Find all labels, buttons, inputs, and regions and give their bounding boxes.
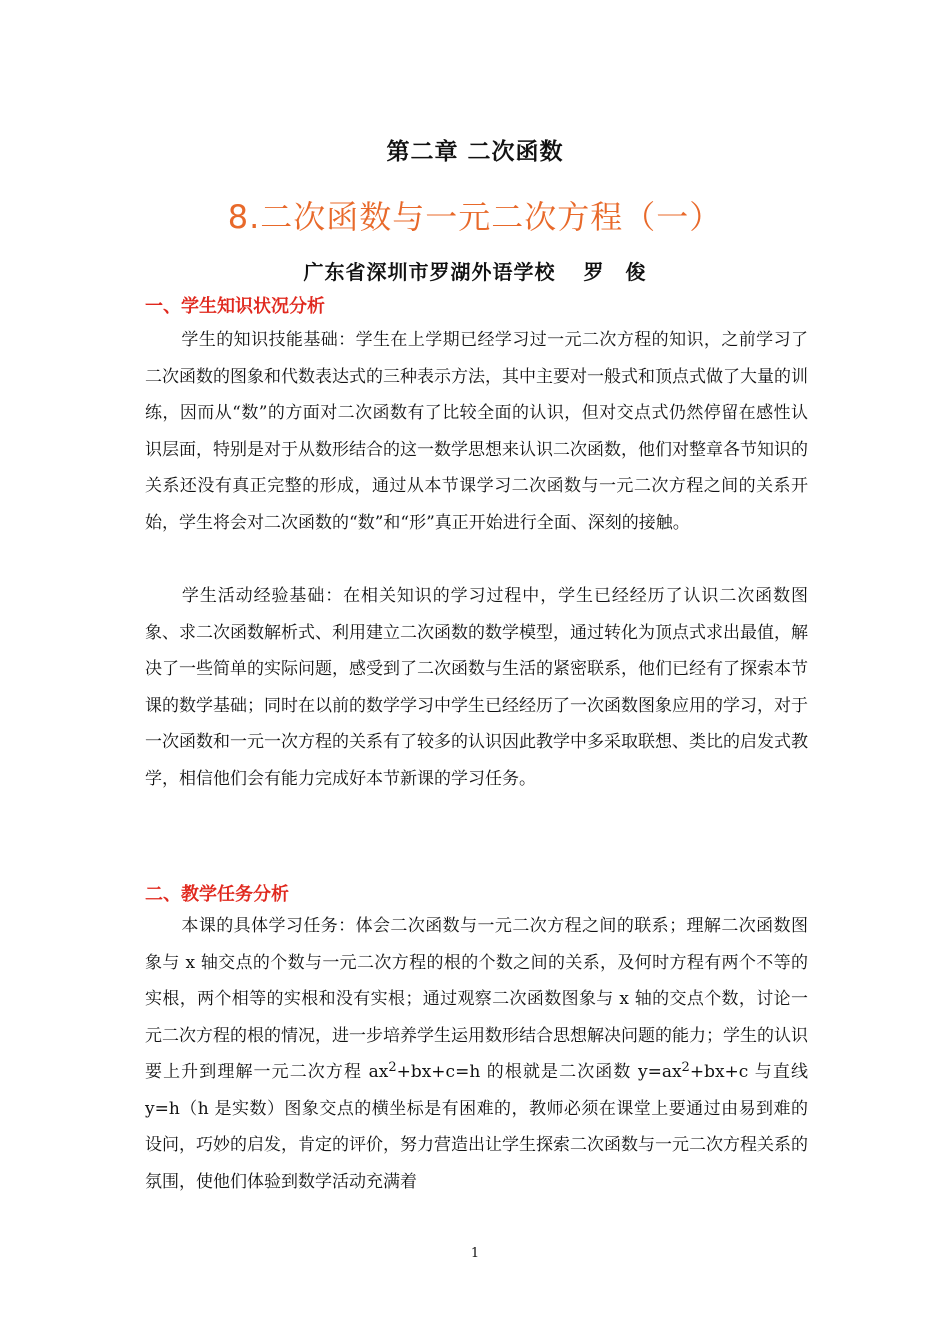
author-school: 广东省深圳市罗湖外语学校 xyxy=(303,260,556,284)
page-number: 1 xyxy=(470,1246,480,1261)
section-2-paragraph-1: 本课的具体学习任务：体会二次函数与一元二次方程之间的联系；理解二次函数图象与 x 轴交点的个数与一元二次方程的根的个数之间的关系，及何时方程有两个不等的实根，两个相等的实根和没有实根；通过观察二次函数图象与 x 轴的交点个数，讨论一元二次方程的根的情况，进一步培养学生运用数形结合思想解决问题的能力；学生的认识要上升到理解一元二次方程 $ax^2+bx+c=h$ 的根就是二次函数 $y=ax^2+bx+c$ 与直线 y=h（h 是实数）图象交点的横坐标是有困难的，教师必须在课堂上要通过由易到难的设问，巧妙的启发，肯定的评价，努力营造出让学生探索二次函数与一元二次方程关系的氛围，使他们体验到数学活动充满着 xyxy=(145,916,808,1192)
section-1-heading: 一、学生知识状况分析 xyxy=(145,296,325,317)
section-1-paragraph-2: 学生活动经验基础：在相关知识的学习过程中，学生已经经历了认识二次函数图象、求二次函数解析式、利用建立二次函数的数学模型，通过转化为顶点式求出最值，解决了一些简单的实际问题，感受到了二次函数与生活的紧密联系，他们已经有了探索本节课的数学基础；同时在以前的数学学习中学生已经经历了一次函数图象应用的学习，对于一次函数和一元一次方程的关系有了较多的认识因此教学中多采取联想、类比的启发式教学，相信他们会有能力完成好本节新课的学习任务。 xyxy=(145,586,808,789)
section-1-paragraph-1: 学生的知识技能基础：学生在上学期已经学习过一元二次方程的知识，之前学习了二次函数的图象和代数表达式的三种表示方法，其中主要对一般式和顶点式做了大量的训练，因而从“数”的方面对二次函数有了比较全面的认识，但对交点式仍然停留在感性认识层面，特别是对于从数形结合的这一数学思想来认识二次函数，他们对整章各节知识的关系还没有真正完整的形成，通过从本节课学习二次函数与一元二次方程之间的关系开始，学生将会对二次函数的“数”和“形”真正开始进行全面、深刻的接触。 xyxy=(145,330,808,533)
section-2-heading: 二、教学任务分析 xyxy=(145,884,289,905)
lesson-title: 8.二次函数与一元二次方程（一） xyxy=(227,198,723,236)
exponent-2: 2 xyxy=(388,1060,397,1075)
exponent-2: 2 xyxy=(681,1060,690,1075)
author-name: 罗 俊 xyxy=(583,260,647,284)
author-line xyxy=(0,256,950,285)
chapter-heading: 第二章 二次函数 xyxy=(386,139,564,165)
